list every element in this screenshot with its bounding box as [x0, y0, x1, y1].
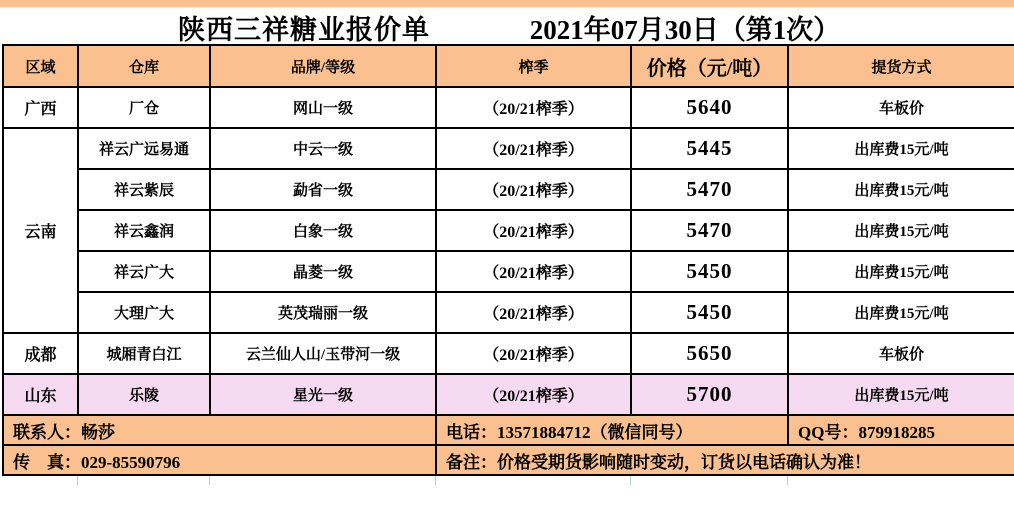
- gridline: [787, 476, 788, 485]
- cell-delivery: 出库费15元/吨: [788, 374, 1014, 415]
- cell-season: （20/21榨季）: [436, 87, 631, 128]
- title-date: 2021年07月30日（第1次）: [529, 15, 841, 45]
- cell-delivery: 车板价: [788, 87, 1014, 128]
- cell-brand: 勐省一级: [210, 169, 436, 210]
- excel-gridline-strip: [2, 476, 1014, 485]
- footer-row-note: [3, 445, 1014, 475]
- cell-season: （20/21榨季）: [436, 128, 631, 169]
- remark-note: 备注：价格受期货影响随时变动，订货以电话确认为准！: [436, 445, 1014, 475]
- cell-warehouse: 祥云鑫润: [78, 210, 210, 251]
- cell-brand: 网山一级: [210, 87, 436, 128]
- table-row-highlighted: [3, 374, 1014, 415]
- cell-brand: 中云一级: [210, 128, 436, 169]
- cell-price: 5470: [631, 169, 788, 210]
- cell-brand: 星光一级: [210, 374, 436, 415]
- cell-season: （20/21榨季）: [436, 169, 631, 210]
- cell-price: 5450: [631, 292, 788, 333]
- header-region: 区域: [3, 45, 78, 87]
- contact-phone: 电话：13571884712（微信同号）: [436, 415, 788, 445]
- cell-season: （20/21榨季）: [436, 210, 631, 251]
- cell-season: （20/21榨季）: [436, 292, 631, 333]
- cell-delivery: 出库费15元/吨: [788, 210, 1014, 251]
- header-price: 价格（元/吨）: [631, 45, 788, 87]
- table-row: [3, 169, 1014, 210]
- cell-region: 广西: [3, 87, 78, 128]
- cell-region: 成都: [3, 333, 78, 374]
- table-row: [3, 128, 1014, 169]
- table-row: [3, 292, 1014, 333]
- cell-warehouse: 祥云广大: [78, 251, 210, 292]
- cell-price: 5700: [631, 374, 788, 415]
- contact-fax: 传 真：029-85590796: [3, 445, 436, 475]
- cell-season: （20/21榨季）: [436, 333, 631, 374]
- header-season: 榨季: [436, 45, 631, 87]
- table-row: [3, 210, 1014, 251]
- cell-delivery: 出库费15元/吨: [788, 169, 1014, 210]
- cell-brand: 英茂瑞丽一级: [210, 292, 436, 333]
- gridline: [630, 476, 631, 485]
- cell-season: （20/21榨季）: [436, 251, 631, 292]
- cell-warehouse: 城厢青白江: [78, 333, 210, 374]
- title-bar: [0, 7, 1014, 44]
- cell-delivery: 出库费15元/吨: [788, 292, 1014, 333]
- cell-price: 5640: [631, 87, 788, 128]
- cell-price: 5445: [631, 128, 788, 169]
- excel-row-remnant-top: [0, 0, 1014, 7]
- gridline: [435, 476, 436, 485]
- header-brand: 品牌/等级: [210, 45, 436, 87]
- footer-row-contact: [3, 415, 1014, 445]
- cell-warehouse: 乐陵: [78, 374, 210, 415]
- cell-warehouse: 厂仓: [78, 87, 210, 128]
- table-row: [3, 251, 1014, 292]
- cell-brand: 云兰仙人山/玉带河一级: [210, 333, 436, 374]
- header-delivery: 提货方式: [788, 45, 1014, 87]
- cell-brand: 白象一级: [210, 210, 436, 251]
- contact-qq: QQ号：879918285: [788, 415, 1014, 445]
- cell-warehouse: 大理广大: [78, 292, 210, 333]
- contact-person: 联系人：畅莎: [3, 415, 436, 445]
- gridline: [77, 476, 78, 485]
- cell-delivery: 出库费15元/吨: [788, 128, 1014, 169]
- cell-region-merged: 云南: [3, 128, 78, 333]
- header-row: [3, 45, 1014, 87]
- price-table: [2, 44, 1014, 476]
- cell-price: 5650: [631, 333, 788, 374]
- cell-warehouse: 祥云广远易通: [78, 128, 210, 169]
- table-row: [3, 87, 1014, 128]
- cell-brand: 晶菱一级: [210, 251, 436, 292]
- cell-region: 山东: [3, 374, 78, 415]
- cell-season: （20/21榨季）: [436, 374, 631, 415]
- gridline: [209, 476, 210, 485]
- cell-price: 5450: [631, 251, 788, 292]
- cell-warehouse: 祥云紫辰: [78, 169, 210, 210]
- table-row: [3, 333, 1014, 374]
- cell-delivery: 车板价: [788, 333, 1014, 374]
- cell-price: 5470: [631, 210, 788, 251]
- cell-delivery: 出库费15元/吨: [788, 251, 1014, 292]
- header-warehouse: 仓库: [78, 45, 210, 87]
- page-title: 陕西三祥糖业报价单: [178, 15, 430, 45]
